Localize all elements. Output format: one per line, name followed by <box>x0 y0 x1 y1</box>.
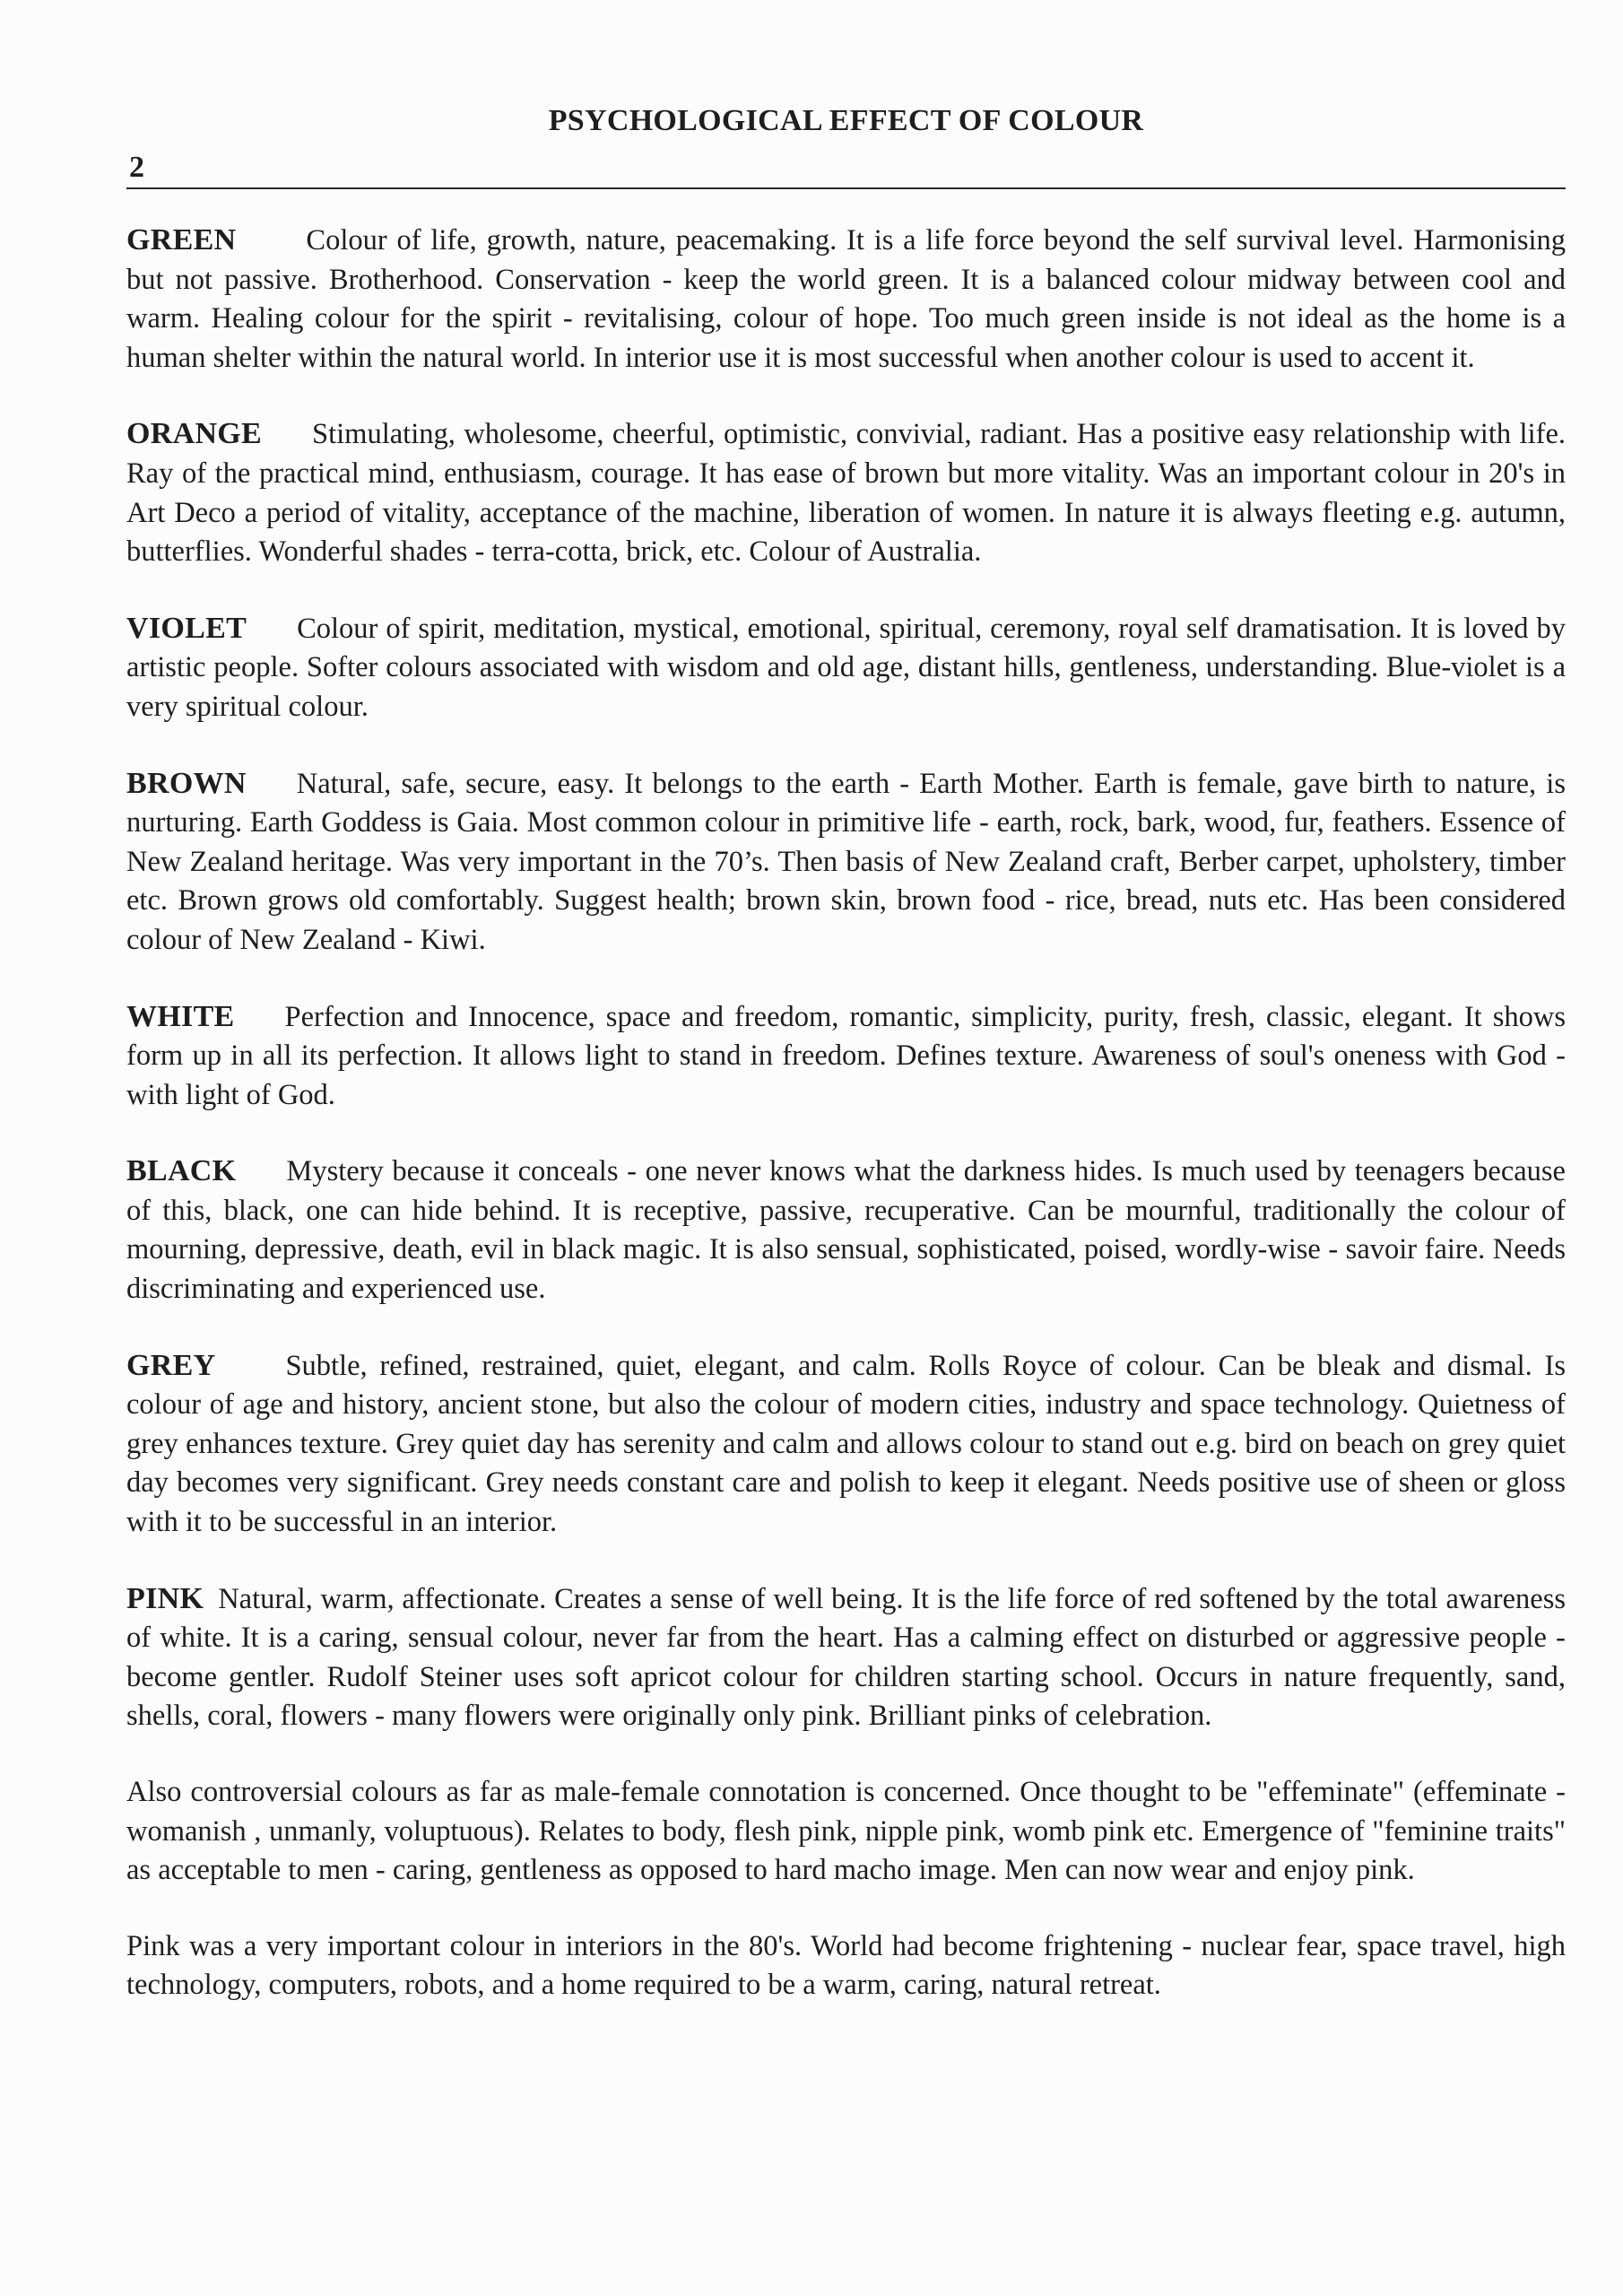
entry-text: Natural, safe, secure, easy. It belongs to the earth - Earth Mother. Earth is female, gave birth to nature, is nurturing. Earth Goddess is Gaia. Most common colour in primitive life - earth, rock, bark, wood, fur, feathers. Essence of New Zealand heritage. Was very important in the 70’s. Then basis of New Zealand craft, Berber carpet, upholstery, timber etc. Brown grows old comfortably. Suggest health; brown skin, brown food - rice, bread, nuts etc. Has been considered colour of New Zealand - Kiwi. <box>126 767 1566 956</box>
entry-brown <box>126 764 1566 961</box>
entry-text: Stimulating, wholesome, cheerful, optimistic, convivial, radiant. Has a positive easy relationship with life. Ray of the practical mind, enthusiasm, courage. It has ease of brown but more vitality. Was an important colour in 20's in Art Deco a period of vitality, acceptance of the machine, liberation of women. In nature it is always fleeting e.g. autumn, butterflies. Wonderful shades - terra-cotta, brick, etc. Colour of Australia. <box>126 418 1566 569</box>
entry-orange <box>126 414 1566 571</box>
entry-term: GREEN <box>126 223 237 257</box>
entry-term: BROWN <box>126 766 247 800</box>
entry-text: Perfection and Innocence, space and freedom, romantic, simplicity, purity, fresh, classic, elegant. It shows form up in all its perfection. It allows light to stand in freedom. Defines texture. Awareness of soul's oneness with God - with light of God. <box>126 1000 1566 1111</box>
header-divider <box>126 187 1566 189</box>
entry-text: Colour of life, growth, nature, peacemaking. It is a life force beyond the self survival level. Harmonising but not passive. Brotherhood. Conservation - keep the world green. It is a balanced colour midway between cool and warm. Healing colour for the spirit - revitalising, colour of hope. Too much green inside is not ideal as the home is a human shelter within the natural world. In interior use it is most successful when another colour is used to accent it. <box>126 224 1566 374</box>
entry-term: VIOLET <box>126 611 247 645</box>
page-number: 2 <box>129 151 144 184</box>
entry-text: Natural, warm, affectionate. Creates a sense of well being. It is the life force of red softened by the total awareness of white. It is a caring, sensual colour, never far from the heart. Has a calming effect on disturbed or aggressive people - become gentler. Rudolf Steiner uses soft apricot colour for children starting school. Occurs in nature frequently, sand, shells, coral, flowers - many flowers were originally only pink. Brilliant pinks of celebration. <box>126 1582 1566 1733</box>
entry-violet <box>126 609 1566 727</box>
entry-green <box>126 221 1566 378</box>
entry-black <box>126 1152 1566 1309</box>
entry-term: WHITE <box>126 999 235 1033</box>
entry-text: Mystery because it conceals - one never knows what the darkness hides. Is much used by teenagers because of this, black, one can hide behind. It is receptive, passive, recuperative. Can be mournful, traditionally the colour of mourning, depressive, death, evil in black magic. It is also sensual, sophisticated, poised, wordly-wise - savoir faire. Needs discriminating and experienced use. <box>126 1155 1566 1306</box>
paragraph-pink-connotation: Also controversial colours as far as male-female connotation is concerned. Once thought to be "effeminate" (effeminate - womanish , unmanly, voluptuous). Relates to body, flesh pink, nipple pink, womb pink etc. Emergence of "feminine traits" as acceptable to men - caring, gentleness as opposed to hard macho image. Men can now wear and enjoy pink. <box>126 1776 1566 1887</box>
entry-white <box>126 997 1566 1116</box>
paragraph-pink-interiors: Pink was a very important colour in interiors in the 80's. World had become frightening - nuclear fear, space travel, high technology, computers, robots, and a home required to be a warm, caring, natural retreat. <box>126 1929 1566 2002</box>
document-body <box>126 221 1566 2042</box>
entry-grey <box>126 1346 1566 1543</box>
entry-term: PINK <box>126 1581 204 1615</box>
entry-pink <box>126 1579 1566 1736</box>
entry-text: Colour of spirit, meditation, mystical, emotional, spiritual, ceremony, royal self dramatisation. It is loved by artistic people. Softer colours associated with wisdom and old age, distant hills, gentleness, understanding. Blue-violet is a very spiritual colour. <box>126 612 1566 723</box>
entry-term: BLACK <box>126 1154 237 1188</box>
page-title: PSYCHOLOGICAL EFFECT OF COLOUR <box>548 104 1144 137</box>
entry-text: Subtle, refined, restrained, quiet, elegant, and calm. Rolls Royce of colour. Can be bleak and dismal. Is colour of age and history, ancient stone, but also the colour of modern cities, industry and space technology. Quietness of grey enhances texture. Grey quiet day has serenity and calm and allows colour to stand out e.g. bird on beach on grey quiet day becomes very significant. Grey needs constant care and polish to keep it elegant. Needs positive use of sheen or gloss with it to be successful in an interior. <box>126 1349 1566 1539</box>
entry-term: ORANGE <box>126 417 263 451</box>
entry-term: GREY <box>126 1348 216 1382</box>
page-header <box>126 104 1566 194</box>
